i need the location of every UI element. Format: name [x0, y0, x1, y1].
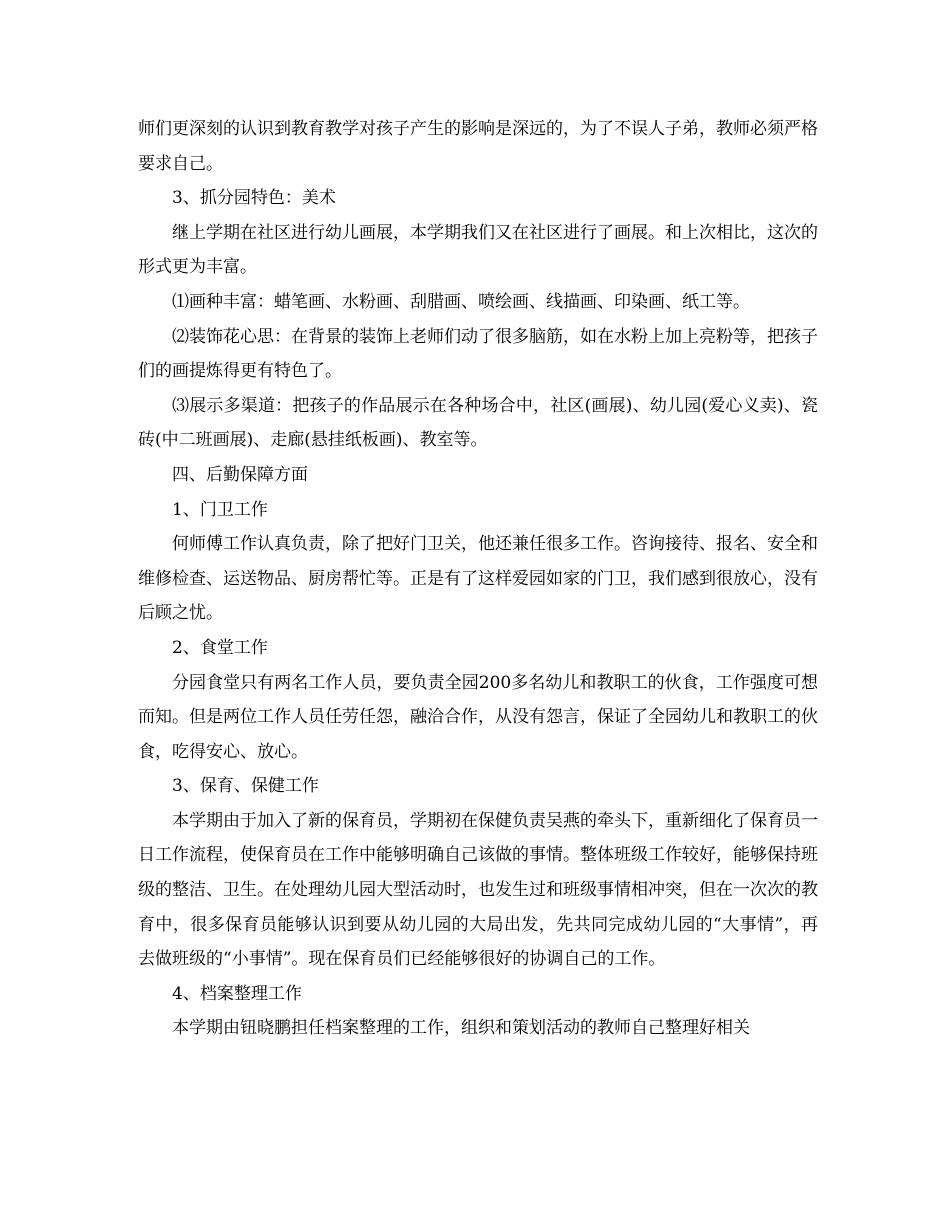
list-item-display-channels: ⑶展示多渠道：把孩子的作品展示在各种场合中，社区(画展)、幼儿园(爱心义卖)、瓷砖(中二班画展)、走廊(悬挂纸板画)、教室等。	[138, 395, 818, 451]
list-item-decoration: ⑵装饰花心思：在背景的装饰上老师们动了很多脑筋，如在水粉上加上亮粉等，把孩子们的画提炼得更有特色了。	[138, 326, 818, 382]
list-item-painting-types: ⑴画种丰富：蜡笔画、水粉画、刮腊画、喷绘画、线描画、印染画、纸工等。	[172, 291, 750, 312]
heading-guard-work: 1、门卫工作	[172, 499, 268, 520]
paragraph-art-exhibition: 继上学期在社区进行幼儿画展，本学期我们又在社区进行了画展。和上次相比，这次的形式更为丰富。	[138, 222, 818, 278]
heading-feature-art: 3、抓分园特色：美术	[172, 188, 336, 209]
heading-archive-work: 4、档案整理工作	[172, 983, 302, 1004]
paragraph-care-health-work: 本学期由于加入了新的保育员，学期初在保健负责吴燕的牵头下，重新细化了保育员一日工作流程，使保育员在工作中能够明确自己该做的事情。整体班级工作较好，能够保持班级的整洁、卫生。在处理幼儿园大型活动时，也发生过和班级事情相冲突，但在一次次的教育中，很多保育员能够认识到要从幼儿园的大局出发，先共同完成幼儿园的“大事情”，再去做班级的“小事情”。现在保育员们已经能够很好的协调自己的工作。	[138, 810, 818, 970]
section-heading-logistics: 四、后勤保障方面	[172, 464, 308, 485]
heading-care-health-work: 3、保育、保健工作	[172, 776, 319, 797]
paragraph-continuation: 师们更深刻的认识到教育教学对孩子产生的影响是深远的，为了不误人子弟，教师必须严格要求自己。	[138, 119, 818, 174]
paragraph-canteen-work: 分园食堂只有两名工作人员，要负责全园200多名幼儿和教职工的伙食，工作强度可想而知。但是两位工作人员任劳任怨，融洽合作，从没有怨言，保证了全园幼儿和教职工的伙食，吃得安心、放心。	[138, 672, 818, 762]
heading-canteen-work: 2、食堂工作	[172, 637, 268, 658]
paragraph-guard-work: 何师傅工作认真负责，除了把好门卫关，他还兼任很多工作。咨询接待、报名、安全和维修检查、运送物品、厨房帮忙等。正是有了这样爱园如家的门卫，我们感到很放心，没有后顾之忧。	[138, 534, 818, 624]
paragraph-archive-work: 本学期由钮晓鹏担任档案整理的工作，组织和策划活动的教师自己整理好相关	[172, 1018, 750, 1039]
document-body	[138, 112, 818, 1046]
